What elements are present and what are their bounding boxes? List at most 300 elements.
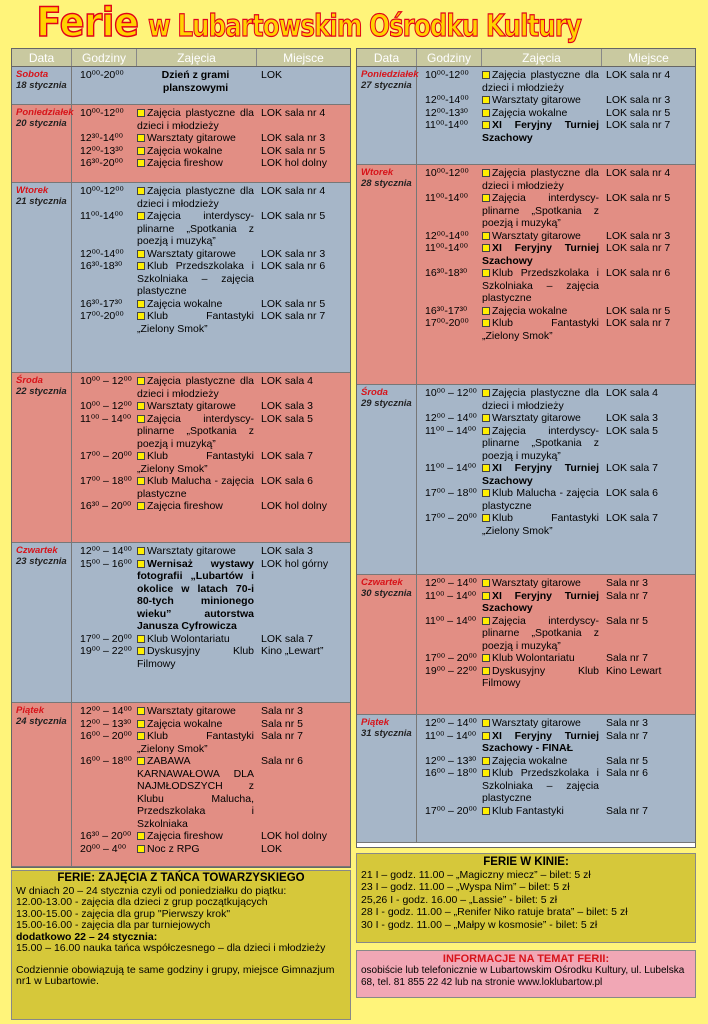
table-header bbox=[357, 49, 695, 67]
activity-text: Zajęcia plastyczne dla dzieci i młodzieży bbox=[482, 69, 599, 94]
row-activity bbox=[137, 210, 257, 248]
day-label bbox=[12, 543, 72, 702]
row-activity bbox=[482, 487, 602, 512]
row-activity bbox=[482, 665, 602, 690]
bullet-square-icon bbox=[482, 121, 490, 129]
activity-text: Warsztaty gitarowe bbox=[492, 229, 581, 242]
day-name: Piątek bbox=[16, 705, 44, 716]
row-place: Sala nr 5 bbox=[606, 614, 649, 627]
day-name: Sobota bbox=[16, 69, 49, 80]
cinema-line: 28 I - godz. 11.00 – „Renifer Niko ratuje brata” – bilet: 5 zł bbox=[361, 906, 628, 918]
row-time: 16⁰⁰ – 18⁰⁰ bbox=[80, 755, 132, 767]
day-label bbox=[12, 703, 72, 866]
bullet-square-icon bbox=[137, 477, 145, 485]
row-time: 11⁰⁰ – 14⁰⁰ bbox=[425, 462, 477, 474]
row-time: 12³⁰-14⁰⁰ bbox=[80, 132, 123, 144]
schedule-row bbox=[417, 230, 695, 243]
row-place: Sala nr 3 bbox=[261, 705, 304, 717]
schedule-row bbox=[417, 767, 695, 805]
schedule-row bbox=[72, 450, 350, 475]
activity-text: Dzień z grami planszowymi bbox=[161, 69, 230, 94]
activity-text: Klub Fantastyki „Zielony Smok” bbox=[137, 730, 254, 755]
day-date: 29 stycznia bbox=[361, 398, 412, 409]
row-activity bbox=[137, 705, 257, 718]
bullet-square-icon bbox=[137, 250, 145, 258]
bullet-square-icon bbox=[482, 389, 490, 397]
row-activity bbox=[137, 145, 257, 158]
day-name: Poniedziałek bbox=[16, 107, 74, 118]
row-place: LOK hol dolny bbox=[261, 157, 327, 169]
row-time: 12⁰⁰ – 14⁰⁰ bbox=[425, 577, 477, 589]
dance-line: 12.00-13.00 - zajęcia dla dzieci z grup początkujących bbox=[16, 896, 268, 908]
row-activity bbox=[137, 132, 257, 145]
table-header bbox=[12, 49, 350, 67]
row-time: 10⁰⁰-20⁰⁰ bbox=[80, 69, 124, 81]
activity-text: Zajęcia fireshow bbox=[147, 500, 223, 512]
activity-text: Klub Przedszkolaka i Szkolniaka – zajęcia plastyczne bbox=[482, 767, 599, 804]
cinema-line: 25,26 I - godz. 16.00 – „Lassie” - bilet: 5 zł bbox=[361, 893, 558, 906]
row-place: LOK sala nr 5 bbox=[606, 192, 671, 204]
row-time: 16³⁰-17³⁰ bbox=[425, 304, 468, 317]
bullet-square-icon bbox=[137, 159, 145, 167]
row-activity bbox=[137, 69, 257, 94]
dance-classes-box bbox=[11, 870, 351, 1020]
row-time: 12⁰⁰ – 14⁰⁰ bbox=[425, 717, 477, 729]
activity-text: Dyskusyjny Klub Filmowy bbox=[137, 645, 254, 670]
schedule-row bbox=[72, 545, 350, 558]
bullet-square-icon bbox=[482, 244, 490, 252]
activity-text: Warsztaty gitarowe bbox=[147, 705, 236, 717]
day-wtorek bbox=[12, 183, 350, 373]
bullet-square-icon bbox=[137, 187, 145, 195]
row-place: LOK sala nr 7 bbox=[606, 242, 671, 254]
row-place: Sala nr 7 bbox=[606, 652, 649, 664]
schedule-row bbox=[72, 107, 350, 132]
day-sroda29 bbox=[357, 385, 695, 575]
row-time: 12⁰⁰-14⁰⁰ bbox=[425, 94, 469, 106]
row-activity bbox=[137, 843, 257, 856]
schedule-row bbox=[417, 167, 695, 192]
header-godziny: Godziny bbox=[417, 49, 482, 66]
schedule-row bbox=[72, 730, 350, 755]
bullet-square-icon bbox=[482, 592, 490, 600]
row-place: LOK sala nr 5 bbox=[606, 304, 671, 317]
activity-text: Zajęcia interdyscyplinarne „Spotkania z poezją i muzyką” bbox=[482, 192, 599, 229]
schedule-row bbox=[417, 717, 695, 730]
row-place: LOK sala nr 4 bbox=[606, 167, 671, 179]
row-time: 12⁰⁰-13³⁰ bbox=[425, 106, 468, 119]
schedule-row bbox=[72, 400, 350, 413]
dance-extra-line: 15.00 – 16.00 nauka tańca współczesnego – dla dzieci i młodzieży bbox=[16, 942, 326, 954]
bullet-square-icon bbox=[482, 232, 490, 240]
schedule-row bbox=[417, 317, 695, 342]
day-date: 28 stycznia bbox=[361, 178, 412, 189]
schedule-row bbox=[72, 843, 350, 856]
day-name: Poniedziałek bbox=[361, 69, 419, 80]
bullet-square-icon bbox=[137, 707, 145, 715]
bullet-square-icon bbox=[137, 109, 145, 117]
bullet-square-icon bbox=[482, 427, 490, 435]
day-poniedzialek bbox=[12, 105, 350, 183]
row-time: 12⁰⁰ – 13³⁰ bbox=[80, 717, 132, 730]
row-place: LOK sala 7 bbox=[261, 632, 313, 645]
row-activity bbox=[482, 94, 602, 107]
day-label bbox=[12, 183, 72, 372]
bullet-square-icon bbox=[137, 547, 145, 555]
bullet-square-icon bbox=[482, 169, 490, 177]
schedule-row bbox=[417, 487, 695, 512]
header-godziny: Godziny bbox=[72, 49, 137, 66]
row-place: Sala nr 6 bbox=[606, 767, 649, 779]
row-activity bbox=[137, 475, 257, 500]
row-activity bbox=[482, 805, 602, 818]
row-activity bbox=[482, 717, 602, 730]
header-zajecia: Zajęcia bbox=[482, 49, 602, 66]
row-place: LOK sala nr 5 bbox=[261, 210, 326, 222]
row-place: LOK sala 7 bbox=[606, 462, 658, 474]
activity-text: Klub Przedszkolaka i Szkolniaka – zajęcia plastyczne bbox=[137, 260, 254, 297]
row-place: LOK sala nr 3 bbox=[261, 247, 326, 260]
schedule-row bbox=[417, 387, 695, 412]
row-time: 17⁰⁰-20⁰⁰ bbox=[80, 310, 124, 322]
activity-text: Zajęcia wokalne bbox=[147, 144, 223, 157]
bullet-square-icon bbox=[137, 560, 145, 568]
row-time: 16³⁰ – 20⁰⁰ bbox=[80, 830, 132, 842]
day-name: Piątek bbox=[361, 717, 389, 728]
schedule-row bbox=[417, 590, 695, 615]
bullet-square-icon bbox=[137, 377, 145, 385]
row-place: LOK hol dolny bbox=[261, 500, 327, 512]
row-place: Sala nr 5 bbox=[261, 717, 304, 730]
row-time: 11⁰⁰ – 14⁰⁰ bbox=[425, 589, 477, 602]
schedule-row bbox=[72, 185, 350, 210]
day-date: 24 stycznia bbox=[16, 716, 67, 727]
bullet-square-icon bbox=[482, 194, 490, 202]
schedule-row bbox=[417, 305, 695, 318]
row-activity bbox=[482, 69, 602, 94]
schedule-row bbox=[417, 192, 695, 230]
row-activity bbox=[137, 500, 257, 513]
row-activity bbox=[482, 462, 602, 487]
row-place: LOK sala 6 bbox=[606, 487, 658, 499]
row-activity bbox=[482, 652, 602, 665]
row-time: 17⁰⁰-20⁰⁰ bbox=[425, 317, 469, 329]
activity-text: Zajęcia wokalne bbox=[147, 717, 223, 730]
row-time: 11⁰⁰-14⁰⁰ bbox=[425, 119, 468, 131]
day-label bbox=[357, 575, 417, 714]
activity-text: Zajęcia fireshow bbox=[147, 830, 223, 842]
row-time: 16³⁰-18³⁰ bbox=[80, 260, 123, 272]
row-activity bbox=[482, 317, 602, 342]
activity-text: Zajęcia interdyscyplinarne „Spotkania z poezją i muzyką” bbox=[137, 412, 254, 450]
activity-text: Warsztaty gitarowe bbox=[147, 400, 236, 412]
activity-text: Zajęcia interdyscyplinarne „Spotkania z poezją i muzyką” bbox=[482, 614, 599, 652]
cinema-line: 21 I – godz. 11.00 – „Magiczny miecz” – bilet: 5 zł bbox=[361, 868, 591, 881]
schedule-row bbox=[417, 242, 695, 267]
row-place: LOK sala 4 bbox=[606, 387, 658, 399]
row-place: LOK sala nr 3 bbox=[261, 132, 326, 144]
row-time: 17⁰⁰ – 20⁰⁰ bbox=[425, 804, 477, 817]
activity-text: Zajęcia wokalne bbox=[492, 754, 568, 767]
day-wtorek28 bbox=[357, 165, 695, 385]
row-place: LOK sala 3 bbox=[261, 400, 313, 412]
row-activity bbox=[137, 107, 257, 132]
bullet-square-icon bbox=[137, 147, 145, 155]
header-miejsce: Miejsce bbox=[628, 51, 669, 65]
bullet-square-icon bbox=[137, 300, 145, 308]
row-activity bbox=[137, 718, 257, 731]
day-date: 20 stycznia bbox=[16, 118, 67, 129]
day-date: 18 stycznia bbox=[16, 80, 67, 91]
row-place: Kino „Lewart” bbox=[261, 645, 324, 657]
row-activity bbox=[482, 119, 602, 144]
row-activity bbox=[137, 157, 257, 170]
row-activity bbox=[137, 248, 257, 261]
day-name: Wtorek bbox=[16, 185, 49, 196]
row-activity bbox=[137, 375, 257, 400]
row-time: 11⁰⁰ – 14⁰⁰ bbox=[80, 412, 132, 425]
bullet-square-icon bbox=[137, 262, 145, 270]
row-place: LOK sala nr 7 bbox=[261, 310, 326, 322]
day-name: Czwartek bbox=[361, 577, 403, 588]
row-time: 16³⁰ – 20⁰⁰ bbox=[80, 500, 132, 512]
bullet-square-icon bbox=[137, 415, 145, 423]
activity-text: Warsztaty gitarowe bbox=[492, 412, 581, 424]
bullet-square-icon bbox=[137, 635, 145, 643]
dance-extra-heading: dodatkowo 22 – 24 stycznia: bbox=[16, 930, 158, 943]
day-label bbox=[357, 67, 417, 164]
row-place: LOK sala 3 bbox=[261, 545, 313, 557]
schedule-row bbox=[417, 94, 695, 107]
row-time: 17⁰⁰ – 20⁰⁰ bbox=[425, 512, 477, 524]
schedule-row bbox=[417, 577, 695, 590]
schedule-row bbox=[72, 413, 350, 451]
bullet-square-icon bbox=[482, 617, 490, 625]
row-time: 17⁰⁰ – 20⁰⁰ bbox=[425, 652, 477, 664]
bullet-square-icon bbox=[137, 212, 145, 220]
bullet-square-icon bbox=[137, 732, 145, 740]
day-piatek bbox=[12, 703, 350, 867]
row-activity bbox=[137, 633, 257, 646]
schedule-row bbox=[417, 462, 695, 487]
dance-footer: Codziennie obowiązują te same godziny i grupy, miejsce Gimnazjum nr1 w Lubartowie. bbox=[16, 963, 335, 987]
activity-text: Warsztaty gitarowe bbox=[492, 577, 581, 589]
row-place: LOK bbox=[261, 842, 283, 855]
day-poniedzialek27 bbox=[357, 67, 695, 165]
row-place: LOK sala 7 bbox=[261, 450, 313, 462]
row-place: LOK sala nr 6 bbox=[261, 260, 326, 272]
row-place: LOK sala nr 5 bbox=[261, 144, 326, 157]
bullet-square-icon bbox=[482, 654, 490, 662]
day-name: Wtorek bbox=[361, 167, 394, 178]
row-activity bbox=[482, 412, 602, 425]
schedule-row bbox=[72, 69, 350, 94]
right-days bbox=[357, 67, 695, 843]
row-place: LOK sala 5 bbox=[606, 424, 658, 437]
activity-text: XI Feryjny Turniej Szachowy bbox=[482, 589, 599, 614]
cinema-line: 23 I – godz. 11.00 – „Wyspa Nim” – bilet: 5 zł bbox=[361, 881, 570, 893]
schedule-row bbox=[417, 652, 695, 665]
schedule-row bbox=[72, 633, 350, 646]
row-time: 17⁰⁰ – 20⁰⁰ bbox=[80, 450, 132, 462]
bullet-square-icon bbox=[137, 720, 145, 728]
bullet-square-icon bbox=[482, 757, 490, 765]
row-place: LOK sala nr 7 bbox=[606, 119, 671, 131]
day-date: 21 stycznia bbox=[16, 196, 67, 207]
activity-text: Warsztaty gitarowe bbox=[147, 545, 236, 557]
row-place: LOK hol dolny bbox=[261, 830, 327, 842]
row-activity bbox=[482, 767, 602, 805]
schedule-row bbox=[417, 665, 695, 690]
row-place: LOK sala nr 6 bbox=[606, 267, 671, 279]
activity-text: Noc z RPG bbox=[147, 842, 200, 855]
row-activity bbox=[137, 830, 257, 843]
row-place: Sala nr 3 bbox=[606, 577, 649, 589]
row-activity bbox=[137, 755, 257, 830]
row-activity bbox=[482, 305, 602, 318]
row-time: 10⁰⁰-12⁰⁰ bbox=[80, 185, 124, 197]
bullet-square-icon bbox=[137, 845, 145, 853]
row-place: Sala nr 7 bbox=[606, 729, 649, 742]
row-time: 16³⁰-18³⁰ bbox=[425, 267, 468, 279]
info-heading: INFORMACJE NA TEMAT FERII: bbox=[442, 953, 610, 965]
row-time: 19⁰⁰ – 22⁰⁰ bbox=[80, 645, 132, 657]
row-place: LOK sala 7 bbox=[606, 512, 658, 524]
row-place: LOK sala nr 3 bbox=[606, 94, 671, 106]
activity-text: Zajęcia fireshow bbox=[147, 157, 223, 169]
day-czwartek bbox=[12, 543, 350, 703]
row-time: 12⁰⁰ – 14⁰⁰ bbox=[80, 705, 132, 717]
bullet-square-icon bbox=[482, 71, 490, 79]
activity-text: Zajęcia wokalne bbox=[147, 297, 223, 310]
row-place: Sala nr 7 bbox=[606, 804, 649, 817]
row-activity bbox=[482, 230, 602, 243]
bullet-square-icon bbox=[137, 312, 145, 320]
day-czwartek30 bbox=[357, 575, 695, 715]
schedule-row bbox=[72, 298, 350, 311]
bullet-square-icon bbox=[137, 832, 145, 840]
row-time: 17⁰⁰ – 18⁰⁰ bbox=[425, 487, 477, 499]
row-place: Sala nr 7 bbox=[261, 730, 304, 742]
bullet-square-icon bbox=[482, 307, 490, 315]
row-place: Kino Lewart bbox=[606, 664, 662, 677]
bullet-square-icon bbox=[482, 732, 490, 740]
title-ferie: Ferie bbox=[35, 0, 139, 46]
activity-text: Zajęcia wokalne bbox=[492, 304, 568, 317]
activity-text: Klub Fantastyki „Zielony Smok” bbox=[137, 310, 254, 335]
schedule-row bbox=[72, 310, 350, 335]
row-activity bbox=[137, 730, 257, 755]
schedule-row bbox=[417, 755, 695, 768]
row-place: LOK bbox=[261, 69, 283, 81]
row-activity bbox=[482, 267, 602, 305]
row-activity bbox=[137, 310, 257, 335]
schedule-row bbox=[72, 718, 350, 731]
activity-text: Zajęcia plastyczne dla dzieci i młodzieży bbox=[137, 107, 254, 132]
row-time: 17⁰⁰ – 20⁰⁰ bbox=[80, 632, 132, 645]
schedule-row bbox=[417, 69, 695, 94]
schedule-row bbox=[417, 805, 695, 818]
bullet-square-icon bbox=[137, 402, 145, 410]
row-time: 12⁰⁰-13³⁰ bbox=[80, 144, 123, 157]
bullet-square-icon bbox=[482, 414, 490, 422]
row-time: 10⁰⁰ – 12⁰⁰ bbox=[80, 375, 132, 387]
row-time: 12⁰⁰-14⁰⁰ bbox=[80, 247, 124, 260]
activity-text: Warsztaty gitarowe bbox=[147, 132, 236, 144]
activity-text: Klub Malucha - zajęcia plastyczne bbox=[482, 487, 599, 512]
row-activity bbox=[137, 185, 257, 210]
row-time: 10⁰⁰ – 12⁰⁰ bbox=[80, 400, 132, 412]
activity-text: Zajęcia plastyczne dla dzieci i młodzieży bbox=[482, 387, 599, 412]
bullet-square-icon bbox=[482, 464, 490, 472]
day-sobota bbox=[12, 67, 350, 105]
row-time: 20⁰⁰ – 4⁰⁰ bbox=[80, 842, 127, 855]
row-time: 10⁰⁰-12⁰⁰ bbox=[80, 107, 124, 119]
row-place: LOK sala nr 4 bbox=[606, 69, 671, 81]
row-place: LOK sala nr 4 bbox=[261, 185, 326, 197]
activity-text: Klub Wolontariatu bbox=[147, 632, 230, 645]
schedule-row bbox=[72, 830, 350, 843]
row-place: LOK sala 5 bbox=[261, 412, 313, 425]
bullet-square-icon bbox=[137, 134, 145, 142]
row-activity bbox=[482, 242, 602, 267]
activity-text: Klub Fantastyki „Zielony Smok” bbox=[137, 450, 254, 475]
row-activity bbox=[137, 545, 257, 558]
activity-text: Klub Malucha - zajęcia plastyczne bbox=[137, 475, 254, 500]
row-time: 10⁰⁰ – 12⁰⁰ bbox=[425, 387, 477, 399]
day-date: 30 stycznia bbox=[361, 588, 412, 599]
schedule-row bbox=[72, 210, 350, 248]
row-time: 11⁰⁰-14⁰⁰ bbox=[425, 242, 468, 254]
day-label bbox=[357, 385, 417, 574]
header-zajecia: Zajęcia bbox=[137, 49, 257, 66]
schedule-row bbox=[417, 512, 695, 537]
activity-text: Warsztaty gitarowe bbox=[492, 717, 581, 729]
bullet-square-icon bbox=[482, 269, 490, 277]
row-place: LOK hol górny bbox=[261, 557, 329, 570]
schedule-row bbox=[72, 558, 350, 633]
row-activity bbox=[137, 558, 257, 633]
schedule-row bbox=[72, 500, 350, 513]
schedule-row bbox=[417, 267, 695, 305]
activity-text: Warsztaty gitarowe bbox=[492, 94, 581, 106]
day-date: 27 stycznia bbox=[361, 80, 412, 91]
day-name: Czwartek bbox=[16, 545, 58, 556]
row-place: LOK sala nr 4 bbox=[261, 107, 326, 119]
activity-text: XI Feryjny Turniej Szachowy bbox=[482, 462, 599, 487]
schedule-right bbox=[356, 48, 696, 848]
row-time: 17⁰⁰ – 18⁰⁰ bbox=[80, 475, 132, 487]
row-place: LOK sala nr 7 bbox=[606, 317, 671, 329]
left-days bbox=[12, 67, 350, 867]
row-time: 16³⁰-17³⁰ bbox=[80, 297, 123, 310]
row-activity bbox=[137, 260, 257, 298]
schedule-row bbox=[417, 119, 695, 144]
row-time: 16⁰⁰ – 18⁰⁰ bbox=[425, 767, 477, 779]
activity-text: Zajęcia interdyscyplinarne „Spotkania z poezją i muzyką” bbox=[137, 210, 254, 247]
bullet-square-icon bbox=[482, 807, 490, 815]
row-time: 11⁰⁰ – 14⁰⁰ bbox=[425, 424, 477, 437]
row-time: 19⁰⁰ – 22⁰⁰ bbox=[425, 664, 477, 677]
row-time: 10⁰⁰-12⁰⁰ bbox=[425, 167, 469, 179]
bullet-square-icon bbox=[482, 489, 490, 497]
schedule-row bbox=[417, 107, 695, 120]
row-activity bbox=[137, 298, 257, 311]
day-label bbox=[12, 105, 72, 182]
day-label bbox=[12, 67, 72, 104]
activity-text: Zajęcia interdyscyplinarne „Spotkania z poezją i muzyką” bbox=[482, 424, 599, 462]
cinema-line: 30 I - godz. 11.00 – „Małpy w kosmosie” - bilet: 5 zł bbox=[361, 918, 598, 931]
